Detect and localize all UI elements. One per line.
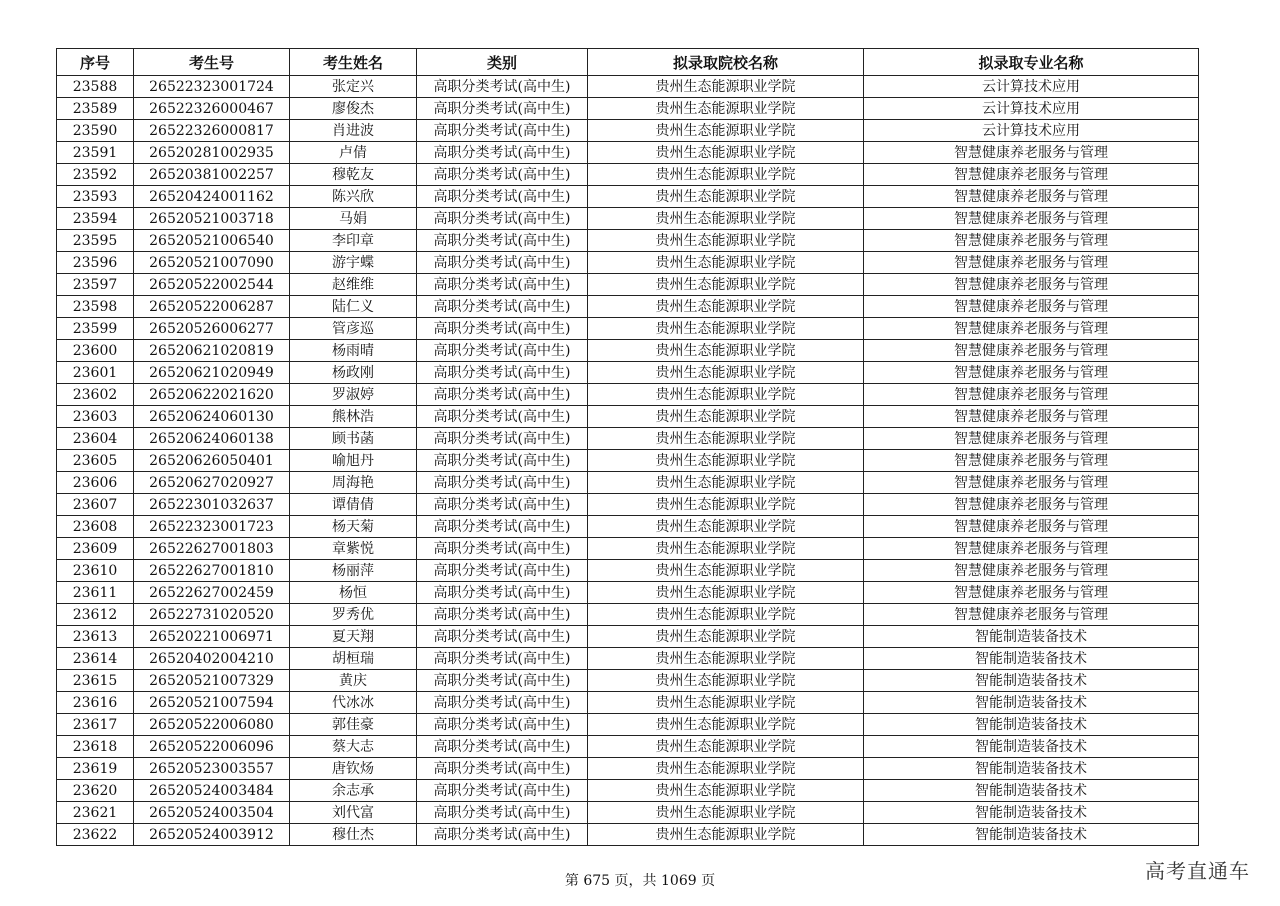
cell-major: 智慧健康养老服务与管理 (864, 252, 1199, 274)
cell-major: 智能制造装备技术 (864, 648, 1199, 670)
cell-candidate-name: 张定兴 (290, 76, 417, 98)
cell-school: 贵州生态能源职业学院 (588, 164, 864, 186)
cell-candidate-name: 周海艳 (290, 472, 417, 494)
cell-school: 贵州生态能源职业学院 (588, 802, 864, 824)
cell-candidate-id: 26522323001723 (134, 516, 290, 538)
cell-category: 高职分类考试(高中生) (417, 472, 588, 494)
cell-serial: 23610 (57, 560, 134, 582)
cell-category: 高职分类考试(高中生) (417, 450, 588, 472)
cell-school: 贵州生态能源职业学院 (588, 252, 864, 274)
cell-candidate-id: 26520402004210 (134, 648, 290, 670)
table-row (57, 516, 1199, 538)
cell-category: 高职分类考试(高中生) (417, 648, 588, 670)
cell-category: 高职分类考试(高中生) (417, 802, 588, 824)
cell-candidate-id: 26520522006287 (134, 296, 290, 318)
cell-category: 高职分类考试(高中生) (417, 340, 588, 362)
cell-candidate-name: 罗秀优 (290, 604, 417, 626)
footer-prefix: 第 (564, 873, 584, 889)
cell-school: 贵州生态能源职业学院 (588, 76, 864, 98)
page-footer (0, 870, 1280, 890)
cell-candidate-id: 26520621020949 (134, 362, 290, 384)
cell-candidate-id: 26520524003504 (134, 802, 290, 824)
cell-category: 高职分类考试(高中生) (417, 758, 588, 780)
cell-category: 高职分类考试(高中生) (417, 736, 588, 758)
cell-category: 高职分类考试(高中生) (417, 670, 588, 692)
cell-category: 高职分类考试(高中生) (417, 252, 588, 274)
cell-school: 贵州生态能源职业学院 (588, 692, 864, 714)
cell-major: 智慧健康养老服务与管理 (864, 604, 1199, 626)
cell-school: 贵州生态能源职业学院 (588, 120, 864, 142)
cell-candidate-name: 马娟 (290, 208, 417, 230)
cell-school: 贵州生态能源职业学院 (588, 538, 864, 560)
cell-category: 高职分类考试(高中生) (417, 98, 588, 120)
cell-serial: 23622 (57, 824, 134, 846)
cell-candidate-id: 26520522006080 (134, 714, 290, 736)
cell-serial: 23594 (57, 208, 134, 230)
table-row (57, 824, 1199, 846)
cell-major: 智慧健康养老服务与管理 (864, 208, 1199, 230)
cell-serial: 23608 (57, 516, 134, 538)
cell-major: 云计算技术应用 (864, 98, 1199, 120)
cell-candidate-id: 26520526006277 (134, 318, 290, 340)
cell-category: 高职分类考试(高中生) (417, 428, 588, 450)
cell-major: 智慧健康养老服务与管理 (864, 450, 1199, 472)
table-row (57, 692, 1199, 714)
table-row (57, 714, 1199, 736)
cell-major: 智能制造装备技术 (864, 736, 1199, 758)
cell-candidate-name: 杨天菊 (290, 516, 417, 538)
cell-candidate-name: 唐钦炀 (290, 758, 417, 780)
cell-category: 高职分类考试(高中生) (417, 362, 588, 384)
cell-candidate-name: 陆仁义 (290, 296, 417, 318)
cell-candidate-id: 26520424001162 (134, 186, 290, 208)
table-row (57, 274, 1199, 296)
cell-category: 高职分类考试(高中生) (417, 692, 588, 714)
cell-serial: 23599 (57, 318, 134, 340)
cell-candidate-id: 26520627020927 (134, 472, 290, 494)
cell-candidate-name: 陈兴欣 (290, 186, 417, 208)
cell-candidate-id: 26522301032637 (134, 494, 290, 516)
cell-candidate-id: 26520624060130 (134, 406, 290, 428)
cell-candidate-name: 赵维维 (290, 274, 417, 296)
cell-candidate-name: 杨雨晴 (290, 340, 417, 362)
cell-candidate-id: 26520624060138 (134, 428, 290, 450)
cell-school: 贵州生态能源职业学院 (588, 560, 864, 582)
cell-serial: 23618 (57, 736, 134, 758)
cell-school: 贵州生态能源职业学院 (588, 626, 864, 648)
cell-serial: 23611 (57, 582, 134, 604)
cell-major: 智慧健康养老服务与管理 (864, 406, 1199, 428)
table-row (57, 142, 1199, 164)
cell-category: 高职分类考试(高中生) (417, 516, 588, 538)
cell-school: 贵州生态能源职业学院 (588, 582, 864, 604)
cell-school: 贵州生态能源职业学院 (588, 824, 864, 846)
cell-candidate-name: 黄庆 (290, 670, 417, 692)
table-row (57, 98, 1199, 120)
cell-category: 高职分类考试(高中生) (417, 208, 588, 230)
cell-major: 智慧健康养老服务与管理 (864, 186, 1199, 208)
header-school: 拟录取院校名称 (588, 49, 864, 76)
cell-candidate-id: 26522627001810 (134, 560, 290, 582)
footer-total-pages: 1069 (661, 873, 697, 889)
cell-major: 智慧健康养老服务与管理 (864, 230, 1199, 252)
cell-major: 智慧健康养老服务与管理 (864, 274, 1199, 296)
cell-school: 贵州生态能源职业学院 (588, 208, 864, 230)
cell-major: 智能制造装备技术 (864, 824, 1199, 846)
cell-candidate-name: 杨政刚 (290, 362, 417, 384)
cell-major: 智能制造装备技术 (864, 714, 1199, 736)
cell-major: 智慧健康养老服务与管理 (864, 164, 1199, 186)
cell-candidate-name: 卢倩 (290, 142, 417, 164)
cell-school: 贵州生态能源职业学院 (588, 230, 864, 252)
cell-school: 贵州生态能源职业学院 (588, 98, 864, 120)
cell-category: 高职分类考试(高中生) (417, 824, 588, 846)
cell-category: 高职分类考试(高中生) (417, 384, 588, 406)
cell-school: 贵州生态能源职业学院 (588, 296, 864, 318)
cell-serial: 23602 (57, 384, 134, 406)
table-row (57, 604, 1199, 626)
cell-candidate-id: 26520381002257 (134, 164, 290, 186)
cell-candidate-id: 26520521007090 (134, 252, 290, 274)
cell-category: 高职分类考试(高中生) (417, 604, 588, 626)
cell-serial: 23603 (57, 406, 134, 428)
cell-major: 智慧健康养老服务与管理 (864, 582, 1199, 604)
cell-school: 贵州生态能源职业学院 (588, 780, 864, 802)
cell-category: 高职分类考试(高中生) (417, 296, 588, 318)
cell-candidate-name: 刘代富 (290, 802, 417, 824)
cell-major: 智慧健康养老服务与管理 (864, 296, 1199, 318)
cell-candidate-id: 26520522006096 (134, 736, 290, 758)
cell-serial: 23596 (57, 252, 134, 274)
table-row (57, 164, 1199, 186)
cell-candidate-id: 26520524003484 (134, 780, 290, 802)
table-row (57, 340, 1199, 362)
header-candidate-id: 考生号 (134, 49, 290, 76)
cell-candidate-id: 26520521007594 (134, 692, 290, 714)
cell-school: 贵州生态能源职业学院 (588, 186, 864, 208)
footer-suffix: 页 (696, 873, 716, 889)
cell-candidate-name: 顾书菡 (290, 428, 417, 450)
cell-candidate-id: 26520221006971 (134, 626, 290, 648)
cell-candidate-name: 代冰冰 (290, 692, 417, 714)
cell-serial: 23609 (57, 538, 134, 560)
table-header (57, 49, 1199, 76)
table-row (57, 428, 1199, 450)
cell-candidate-name: 穆乾友 (290, 164, 417, 186)
cell-candidate-id: 26520522002544 (134, 274, 290, 296)
cell-serial: 23593 (57, 186, 134, 208)
cell-serial: 23607 (57, 494, 134, 516)
cell-school: 贵州生态能源职业学院 (588, 736, 864, 758)
cell-serial: 23612 (57, 604, 134, 626)
header-serial: 序号 (57, 49, 134, 76)
cell-serial: 23613 (57, 626, 134, 648)
cell-major: 云计算技术应用 (864, 76, 1199, 98)
cell-major: 智能制造装备技术 (864, 626, 1199, 648)
table-row (57, 406, 1199, 428)
table-row (57, 802, 1199, 824)
cell-candidate-name: 杨丽萍 (290, 560, 417, 582)
cell-candidate-name: 蔡大志 (290, 736, 417, 758)
cell-candidate-id: 26522731020520 (134, 604, 290, 626)
cell-candidate-name: 穆仕杰 (290, 824, 417, 846)
table-row (57, 252, 1199, 274)
cell-school: 贵州生态能源职业学院 (588, 472, 864, 494)
cell-candidate-name: 熊林浩 (290, 406, 417, 428)
cell-school: 贵州生态能源职业学院 (588, 340, 864, 362)
cell-candidate-id: 26520622021620 (134, 384, 290, 406)
cell-candidate-name: 肖进波 (290, 120, 417, 142)
cell-serial: 23601 (57, 362, 134, 384)
cell-candidate-id: 26522326000467 (134, 98, 290, 120)
cell-category: 高职分类考试(高中生) (417, 120, 588, 142)
cell-candidate-name: 游宇蝶 (290, 252, 417, 274)
cell-serial: 23617 (57, 714, 134, 736)
table-row (57, 736, 1199, 758)
cell-serial: 23590 (57, 120, 134, 142)
cell-serial: 23595 (57, 230, 134, 252)
admission-table (56, 48, 1199, 846)
cell-category: 高职分类考试(高中生) (417, 560, 588, 582)
cell-serial: 23604 (57, 428, 134, 450)
cell-major: 智慧健康养老服务与管理 (864, 142, 1199, 164)
table-row (57, 582, 1199, 604)
cell-category: 高职分类考试(高中生) (417, 582, 588, 604)
cell-candidate-id: 26522326000817 (134, 120, 290, 142)
cell-major: 云计算技术应用 (864, 120, 1199, 142)
cell-serial: 23598 (57, 296, 134, 318)
cell-serial: 23589 (57, 98, 134, 120)
table-row (57, 538, 1199, 560)
cell-school: 贵州生态能源职业学院 (588, 428, 864, 450)
table-row (57, 186, 1199, 208)
table-row (57, 318, 1199, 340)
table-row (57, 780, 1199, 802)
cell-school: 贵州生态能源职业学院 (588, 494, 864, 516)
table-row (57, 648, 1199, 670)
cell-candidate-name: 廖俊杰 (290, 98, 417, 120)
table-row (57, 494, 1199, 516)
table-row (57, 76, 1199, 98)
cell-serial: 23605 (57, 450, 134, 472)
cell-school: 贵州生态能源职业学院 (588, 604, 864, 626)
cell-category: 高职分类考试(高中生) (417, 186, 588, 208)
cell-candidate-name: 胡桓瑞 (290, 648, 417, 670)
table-row (57, 384, 1199, 406)
cell-candidate-id: 26520281002935 (134, 142, 290, 164)
cell-major: 智慧健康养老服务与管理 (864, 472, 1199, 494)
cell-candidate-name: 章紫悦 (290, 538, 417, 560)
table-row (57, 120, 1199, 142)
cell-school: 贵州生态能源职业学院 (588, 648, 864, 670)
cell-category: 高职分类考试(高中生) (417, 714, 588, 736)
cell-serial: 23621 (57, 802, 134, 824)
table-row (57, 450, 1199, 472)
cell-candidate-id: 26520521006540 (134, 230, 290, 252)
cell-major: 智慧健康养老服务与管理 (864, 384, 1199, 406)
cell-school: 贵州生态能源职业学院 (588, 670, 864, 692)
cell-candidate-name: 喻旭丹 (290, 450, 417, 472)
cell-serial: 23592 (57, 164, 134, 186)
cell-candidate-name: 余志承 (290, 780, 417, 802)
cell-candidate-id: 26522627001803 (134, 538, 290, 560)
table-row (57, 362, 1199, 384)
header-major: 拟录取专业名称 (864, 49, 1199, 76)
table-body (57, 76, 1199, 846)
cell-candidate-id: 26520521003718 (134, 208, 290, 230)
cell-major: 智能制造装备技术 (864, 758, 1199, 780)
table-row (57, 296, 1199, 318)
cell-serial: 23619 (57, 758, 134, 780)
cell-candidate-id: 26522323001724 (134, 76, 290, 98)
table-row (57, 472, 1199, 494)
cell-category: 高职分类考试(高中生) (417, 494, 588, 516)
cell-school: 贵州生态能源职业学院 (588, 274, 864, 296)
cell-school: 贵州生态能源职业学院 (588, 714, 864, 736)
cell-school: 贵州生态能源职业学院 (588, 516, 864, 538)
cell-serial: 23597 (57, 274, 134, 296)
brand-watermark: 高考直通车 (1145, 859, 1250, 883)
header-row (57, 49, 1199, 76)
cell-candidate-id: 26520626050401 (134, 450, 290, 472)
cell-major: 智慧健康养老服务与管理 (864, 318, 1199, 340)
cell-category: 高职分类考试(高中生) (417, 780, 588, 802)
table-row (57, 230, 1199, 252)
cell-serial: 23606 (57, 472, 134, 494)
cell-candidate-id: 26520521007329 (134, 670, 290, 692)
table-row (57, 758, 1199, 780)
cell-candidate-id: 26520621020819 (134, 340, 290, 362)
table-row (57, 208, 1199, 230)
cell-school: 贵州生态能源职业学院 (588, 758, 864, 780)
header-category: 类别 (417, 49, 588, 76)
cell-category: 高职分类考试(高中生) (417, 274, 588, 296)
cell-school: 贵州生态能源职业学院 (588, 384, 864, 406)
cell-serial: 23616 (57, 692, 134, 714)
cell-candidate-name: 夏天翔 (290, 626, 417, 648)
cell-serial: 23591 (57, 142, 134, 164)
cell-candidate-name: 罗淑婷 (290, 384, 417, 406)
cell-school: 贵州生态能源职业学院 (588, 450, 864, 472)
cell-candidate-id: 26522627002459 (134, 582, 290, 604)
footer-middle: 页，共 (610, 873, 661, 889)
cell-category: 高职分类考试(高中生) (417, 406, 588, 428)
cell-major: 智慧健康养老服务与管理 (864, 516, 1199, 538)
cell-candidate-id: 26520523003557 (134, 758, 290, 780)
cell-category: 高职分类考试(高中生) (417, 230, 588, 252)
cell-major: 智慧健康养老服务与管理 (864, 494, 1199, 516)
table-row (57, 560, 1199, 582)
cell-category: 高职分类考试(高中生) (417, 76, 588, 98)
table-row (57, 670, 1199, 692)
cell-major: 智慧健康养老服务与管理 (864, 560, 1199, 582)
cell-serial: 23600 (57, 340, 134, 362)
cell-major: 智慧健康养老服务与管理 (864, 340, 1199, 362)
cell-major: 智能制造装备技术 (864, 670, 1199, 692)
cell-school: 贵州生态能源职业学院 (588, 362, 864, 384)
header-candidate-name: 考生姓名 (290, 49, 417, 76)
cell-serial: 23615 (57, 670, 134, 692)
cell-major: 智能制造装备技术 (864, 780, 1199, 802)
cell-serial: 23588 (57, 76, 134, 98)
cell-candidate-name: 管彦巡 (290, 318, 417, 340)
cell-school: 贵州生态能源职业学院 (588, 318, 864, 340)
cell-category: 高职分类考试(高中生) (417, 164, 588, 186)
cell-major: 智慧健康养老服务与管理 (864, 428, 1199, 450)
table-row (57, 626, 1199, 648)
cell-candidate-name: 谭倩倩 (290, 494, 417, 516)
cell-serial: 23614 (57, 648, 134, 670)
cell-major: 智慧健康养老服务与管理 (864, 362, 1199, 384)
cell-major: 智慧健康养老服务与管理 (864, 538, 1199, 560)
cell-category: 高职分类考试(高中生) (417, 142, 588, 164)
footer-page-number: 675 (583, 873, 611, 889)
cell-school: 贵州生态能源职业学院 (588, 406, 864, 428)
cell-serial: 23620 (57, 780, 134, 802)
cell-candidate-name: 杨恒 (290, 582, 417, 604)
cell-candidate-name: 郭佳豪 (290, 714, 417, 736)
cell-category: 高职分类考试(高中生) (417, 318, 588, 340)
cell-candidate-id: 26520524003912 (134, 824, 290, 846)
cell-major: 智能制造装备技术 (864, 692, 1199, 714)
cell-candidate-name: 李印章 (290, 230, 417, 252)
cell-category: 高职分类考试(高中生) (417, 626, 588, 648)
cell-category: 高职分类考试(高中生) (417, 538, 588, 560)
cell-school: 贵州生态能源职业学院 (588, 142, 864, 164)
cell-major: 智能制造装备技术 (864, 802, 1199, 824)
